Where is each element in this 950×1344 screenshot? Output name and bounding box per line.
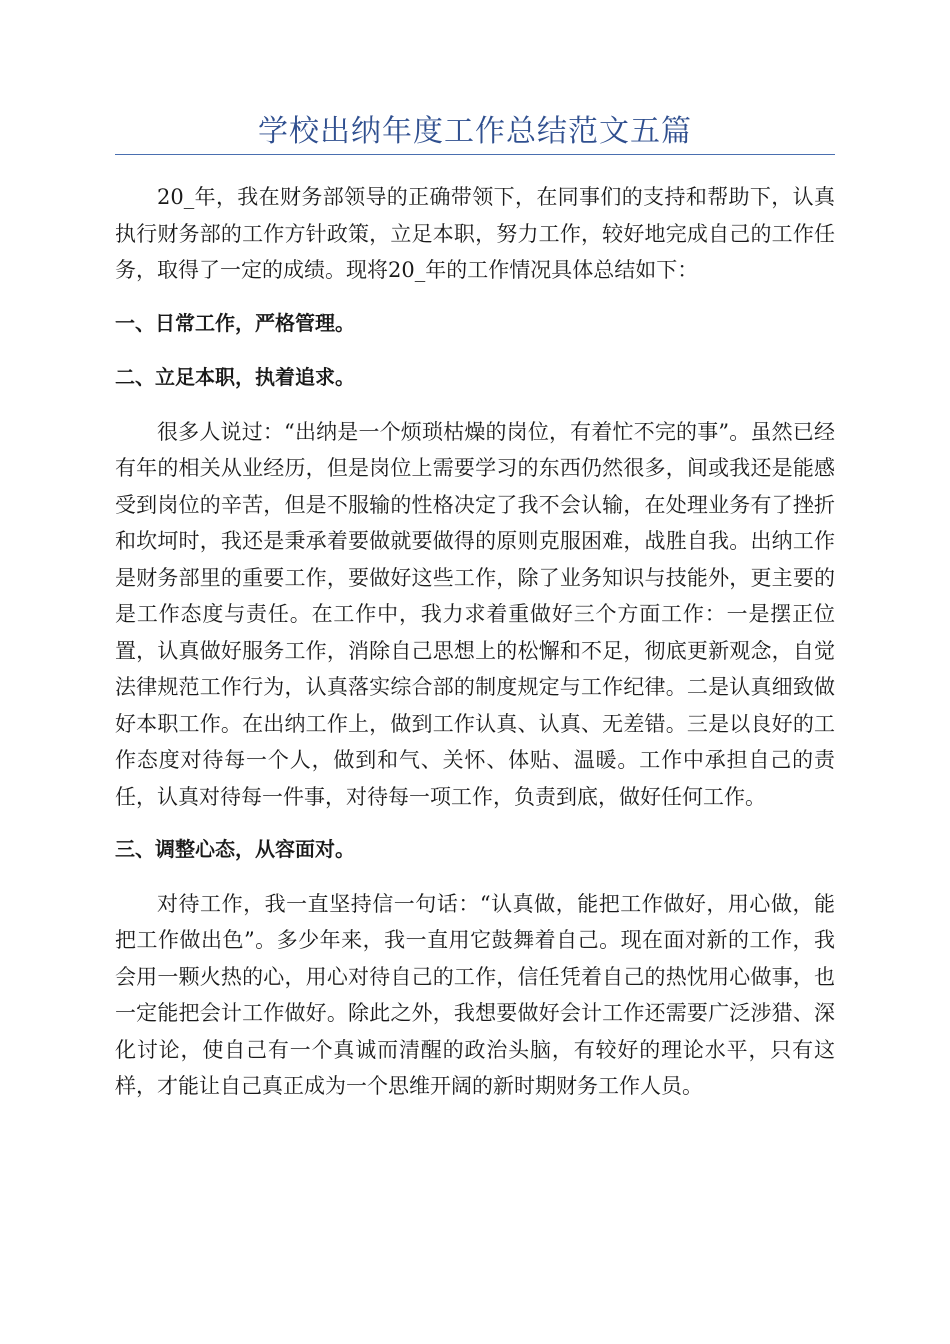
section-2-paragraph: 很多人说过：“出纳是一个烦琐枯燥的岗位，有着忙不完的事”。虽然已经有年的相关从业经历，但是岗位上需要学习的东西仍然很多，间或我还是能感受到岗位的辛苦，但是不服输的性格决定了我不会认输，在处理业务有了挫折和坎坷时，我还是秉承着要做就要做得的原则克服困难，战胜自我。出纳工作是财务部里的重要工作，要做好这些工作，除了业务知识与技能外，更主要的是工作态度与责任。在工作中，我力求着重做好三个方面工作：一是摆正位置，认真做好服务工作，消除自己思想上的松懈和不足，彻底更新观念，自觉法律规范工作行为，认真落实综合部的制度规定与工作纪律。二是认真细致做好本职工作。在出纳工作上，做到工作认真、认真、无差错。三是以良好的工作态度对待每一个人，做到和气、关怀、体贴、温暖。工作中承担自己的责任，认真对待每一件事，对待每一项工作，负责到底，做好任何工作。 — [115, 419, 835, 809]
section-heading-1: 一、日常工作，严格管理。 — [115, 310, 355, 335]
title-underline — [115, 154, 835, 155]
document-body — [115, 179, 835, 1105]
section-heading-2: 二、立足本职，执着追求。 — [115, 365, 355, 389]
section-heading-3: 三、调整心态，从容面对。 — [115, 837, 355, 861]
section-3-paragraph: 对待工作，我一直坚持信一句话：“认真做，能把工作做好，用心做，能把工作做出色”。多少年来，我一直用它鼓舞着自己。现在面对新的工作，我会用一颗火热的心，用心对待自己的工作，信任凭着自己的热忱用心做事，也一定能把会计工作做好。除此之外，我想要做好会计工作还需要广泛涉猎、深化讨论，使自己有一个真诚而清醒的政治头脑，有较好的理论水平，只有这样，才能让自己真正成为一个思维开阔的新时期财务工作人员。 — [115, 891, 835, 1098]
document-title: 学校出纳年度工作总结范文五篇 — [258, 114, 692, 149]
intro-paragraph: 20_年，我在财务部领导的正确带领下，在同事们的支持和帮助下，认真执行财务部的工作方针政策，立足本职，努力工作，较好地完成自己的工作任务，取得了一定的成绩。现将20_年的工作情况具体总结如下： — [115, 185, 835, 282]
